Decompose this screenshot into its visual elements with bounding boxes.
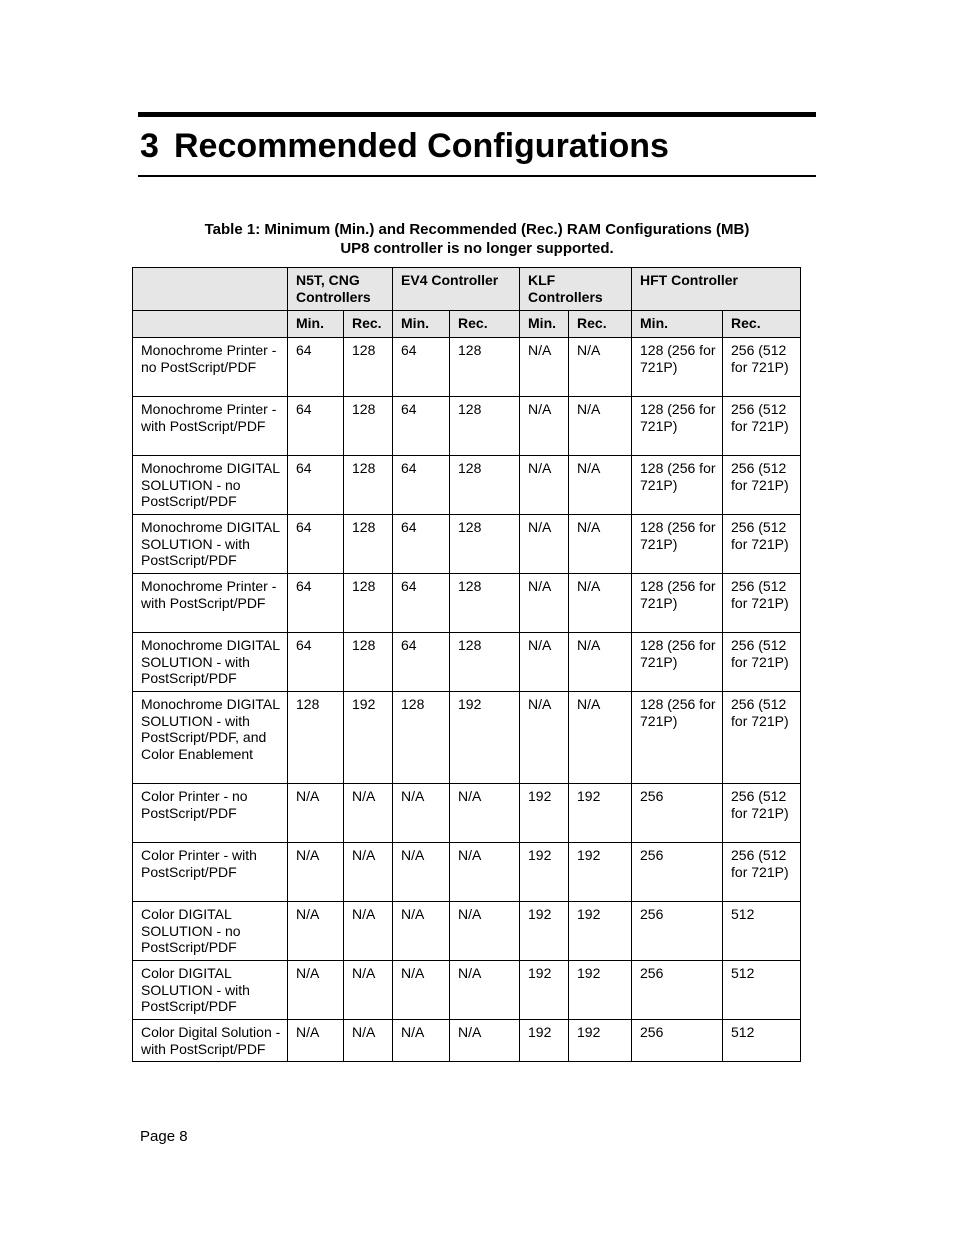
value-cell: N/A [569,397,632,456]
heading-top-rule [138,112,816,117]
value-cell: N/A [520,692,569,784]
config-cell: Color DIGITAL SOLUTION - with PostScript/PDF [133,961,288,1020]
subheader-min: Min. [393,311,450,338]
value-cell: 128 [344,397,393,456]
value-cell: N/A [288,784,344,843]
table-row [133,961,801,1020]
value-cell: 128 [450,338,520,397]
table-row [133,574,801,633]
value-cell: 256 (512 for 721P) [723,843,801,902]
value-cell: 192 [520,961,569,1020]
value-cell: N/A [288,1020,344,1062]
value-cell: 256 (512 for 721P) [723,784,801,843]
section-number: 3 [140,127,159,165]
subheader-min: Min. [288,311,344,338]
section-title: Recommended Configurations [174,127,669,165]
value-cell: N/A [393,1020,450,1062]
value-cell: 128 (256 for 721P) [632,515,723,574]
subheader-rec: Rec. [569,311,632,338]
value-cell: 64 [288,338,344,397]
table-row [133,397,801,456]
page-title [140,124,669,168]
value-cell: 256 (512 for 721P) [723,574,801,633]
value-cell: N/A [520,456,569,515]
value-cell: 512 [723,1020,801,1062]
value-cell: 256 [632,843,723,902]
value-cell: N/A [288,902,344,961]
value-cell: 128 [344,574,393,633]
value-cell: 256 (512 for 721P) [723,397,801,456]
table-row [133,515,801,574]
value-cell: 256 (512 for 721P) [723,633,801,692]
value-cell: 128 [393,692,450,784]
value-cell: N/A [288,961,344,1020]
value-cell: 256 [632,902,723,961]
subheader-rec: Rec. [344,311,393,338]
value-cell: 64 [288,633,344,692]
config-cell: Monochrome Printer - with PostScript/PDF [133,574,288,633]
value-cell: N/A [520,633,569,692]
subheader-rec: Rec. [450,311,520,338]
value-cell: 192 [450,692,520,784]
value-cell: 128 [450,633,520,692]
value-cell: N/A [569,633,632,692]
value-cell: N/A [450,843,520,902]
value-cell: 64 [393,633,450,692]
value-cell: 128 [288,692,344,784]
table-caption-title: Table 1: Minimum (Min.) and Recommended (Rec.) RAM Configurations (MB) [204,221,750,238]
value-cell: N/A [569,338,632,397]
value-cell: N/A [288,843,344,902]
value-cell: 64 [393,397,450,456]
header-klf: KLF Controllers [520,268,632,311]
value-cell: 64 [288,574,344,633]
header-row-controllers [133,268,801,311]
value-cell: N/A [520,397,569,456]
value-cell: 64 [393,574,450,633]
value-cell: 256 [632,1020,723,1062]
config-cell: Monochrome DIGITAL SOLUTION - with PostScript/PDF, and Color Enablement [133,692,288,784]
value-cell: N/A [569,515,632,574]
value-cell: 64 [393,515,450,574]
page-number: Page 8 [140,1128,188,1145]
subheader-min: Min. [520,311,569,338]
value-cell: 128 (256 for 721P) [632,574,723,633]
value-cell: 128 (256 for 721P) [632,692,723,784]
table-row [133,902,801,961]
table-caption [132,220,822,258]
value-cell: 192 [569,843,632,902]
value-cell: 256 [632,961,723,1020]
value-cell: 256 (512 for 721P) [723,338,801,397]
table-row [133,456,801,515]
value-cell: 128 [450,574,520,633]
value-cell: 64 [288,397,344,456]
value-cell: 512 [723,961,801,1020]
value-cell: N/A [393,902,450,961]
value-cell: 192 [520,902,569,961]
value-cell: 192 [520,1020,569,1062]
table-row [133,633,801,692]
config-cell: Monochrome Printer - no PostScript/PDF [133,338,288,397]
value-cell: 256 (512 for 721P) [723,692,801,784]
value-cell: 192 [520,784,569,843]
value-cell: 128 [344,633,393,692]
value-cell: 64 [393,338,450,397]
value-cell: 192 [520,843,569,902]
value-cell: N/A [520,515,569,574]
value-cell: N/A [393,784,450,843]
value-cell: N/A [344,902,393,961]
value-cell: N/A [450,961,520,1020]
heading-bottom-rule [138,175,816,177]
value-cell: 128 (256 for 721P) [632,456,723,515]
subheader-min: Min. [632,311,723,338]
value-cell: 128 (256 for 721P) [632,338,723,397]
table-row [133,784,801,843]
table-row [133,1020,801,1062]
config-cell: Monochrome DIGITAL SOLUTION - no PostScript/PDF [133,456,288,515]
value-cell: 192 [569,784,632,843]
config-cell: Color Printer - with PostScript/PDF [133,843,288,902]
value-cell: 256 (512 for 721P) [723,515,801,574]
value-cell: 128 [450,456,520,515]
value-cell: 192 [569,1020,632,1062]
value-cell: 128 (256 for 721P) [632,633,723,692]
value-cell: N/A [393,961,450,1020]
config-cell: Color Digital Solution - with PostScript/PDF [133,1020,288,1062]
value-cell: 128 [344,338,393,397]
value-cell: N/A [393,843,450,902]
subheader-rec: Rec. [723,311,801,338]
table-caption-note: UP8 controller is no longer supported. [340,240,614,257]
value-cell: N/A [450,784,520,843]
value-cell: 128 [344,515,393,574]
header-hft: HFT Controller [632,268,801,311]
value-cell: 192 [569,902,632,961]
value-cell: 192 [344,692,393,784]
value-cell: 192 [569,961,632,1020]
config-cell: Monochrome DIGITAL SOLUTION - with PostScript/PDF [133,633,288,692]
header-row-min-rec [133,311,801,338]
value-cell: 64 [393,456,450,515]
table-row [133,843,801,902]
config-cell: Monochrome Printer - with PostScript/PDF [133,397,288,456]
value-cell: 256 (512 for 721P) [723,456,801,515]
value-cell: 128 [450,515,520,574]
config-cell: Color Printer - no PostScript/PDF [133,784,288,843]
value-cell: 128 [450,397,520,456]
header-corner-cell [133,268,288,311]
value-cell: N/A [520,338,569,397]
value-cell: N/A [450,1020,520,1062]
table-row [133,338,801,397]
value-cell: 64 [288,515,344,574]
value-cell: 128 (256 for 721P) [632,397,723,456]
config-cell: Color DIGITAL SOLUTION - no PostScript/PDF [133,902,288,961]
header-n5t-cng: N5T, CNG Controllers [288,268,393,311]
table-body [133,338,801,1062]
table-row [133,692,801,784]
config-cell: Monochrome DIGITAL SOLUTION - with PostScript/PDF [133,515,288,574]
value-cell: N/A [344,784,393,843]
header-ev4: EV4 Controller [393,268,520,311]
ram-configurations-table [132,267,801,1062]
value-cell: N/A [344,961,393,1020]
value-cell: N/A [520,574,569,633]
value-cell: 128 [344,456,393,515]
value-cell: N/A [450,902,520,961]
value-cell: 256 [632,784,723,843]
value-cell: N/A [569,692,632,784]
value-cell: N/A [344,843,393,902]
subheader-corner-cell [133,311,288,338]
value-cell: N/A [344,1020,393,1062]
value-cell: N/A [569,574,632,633]
value-cell: 64 [288,456,344,515]
value-cell: 512 [723,902,801,961]
value-cell: N/A [569,456,632,515]
